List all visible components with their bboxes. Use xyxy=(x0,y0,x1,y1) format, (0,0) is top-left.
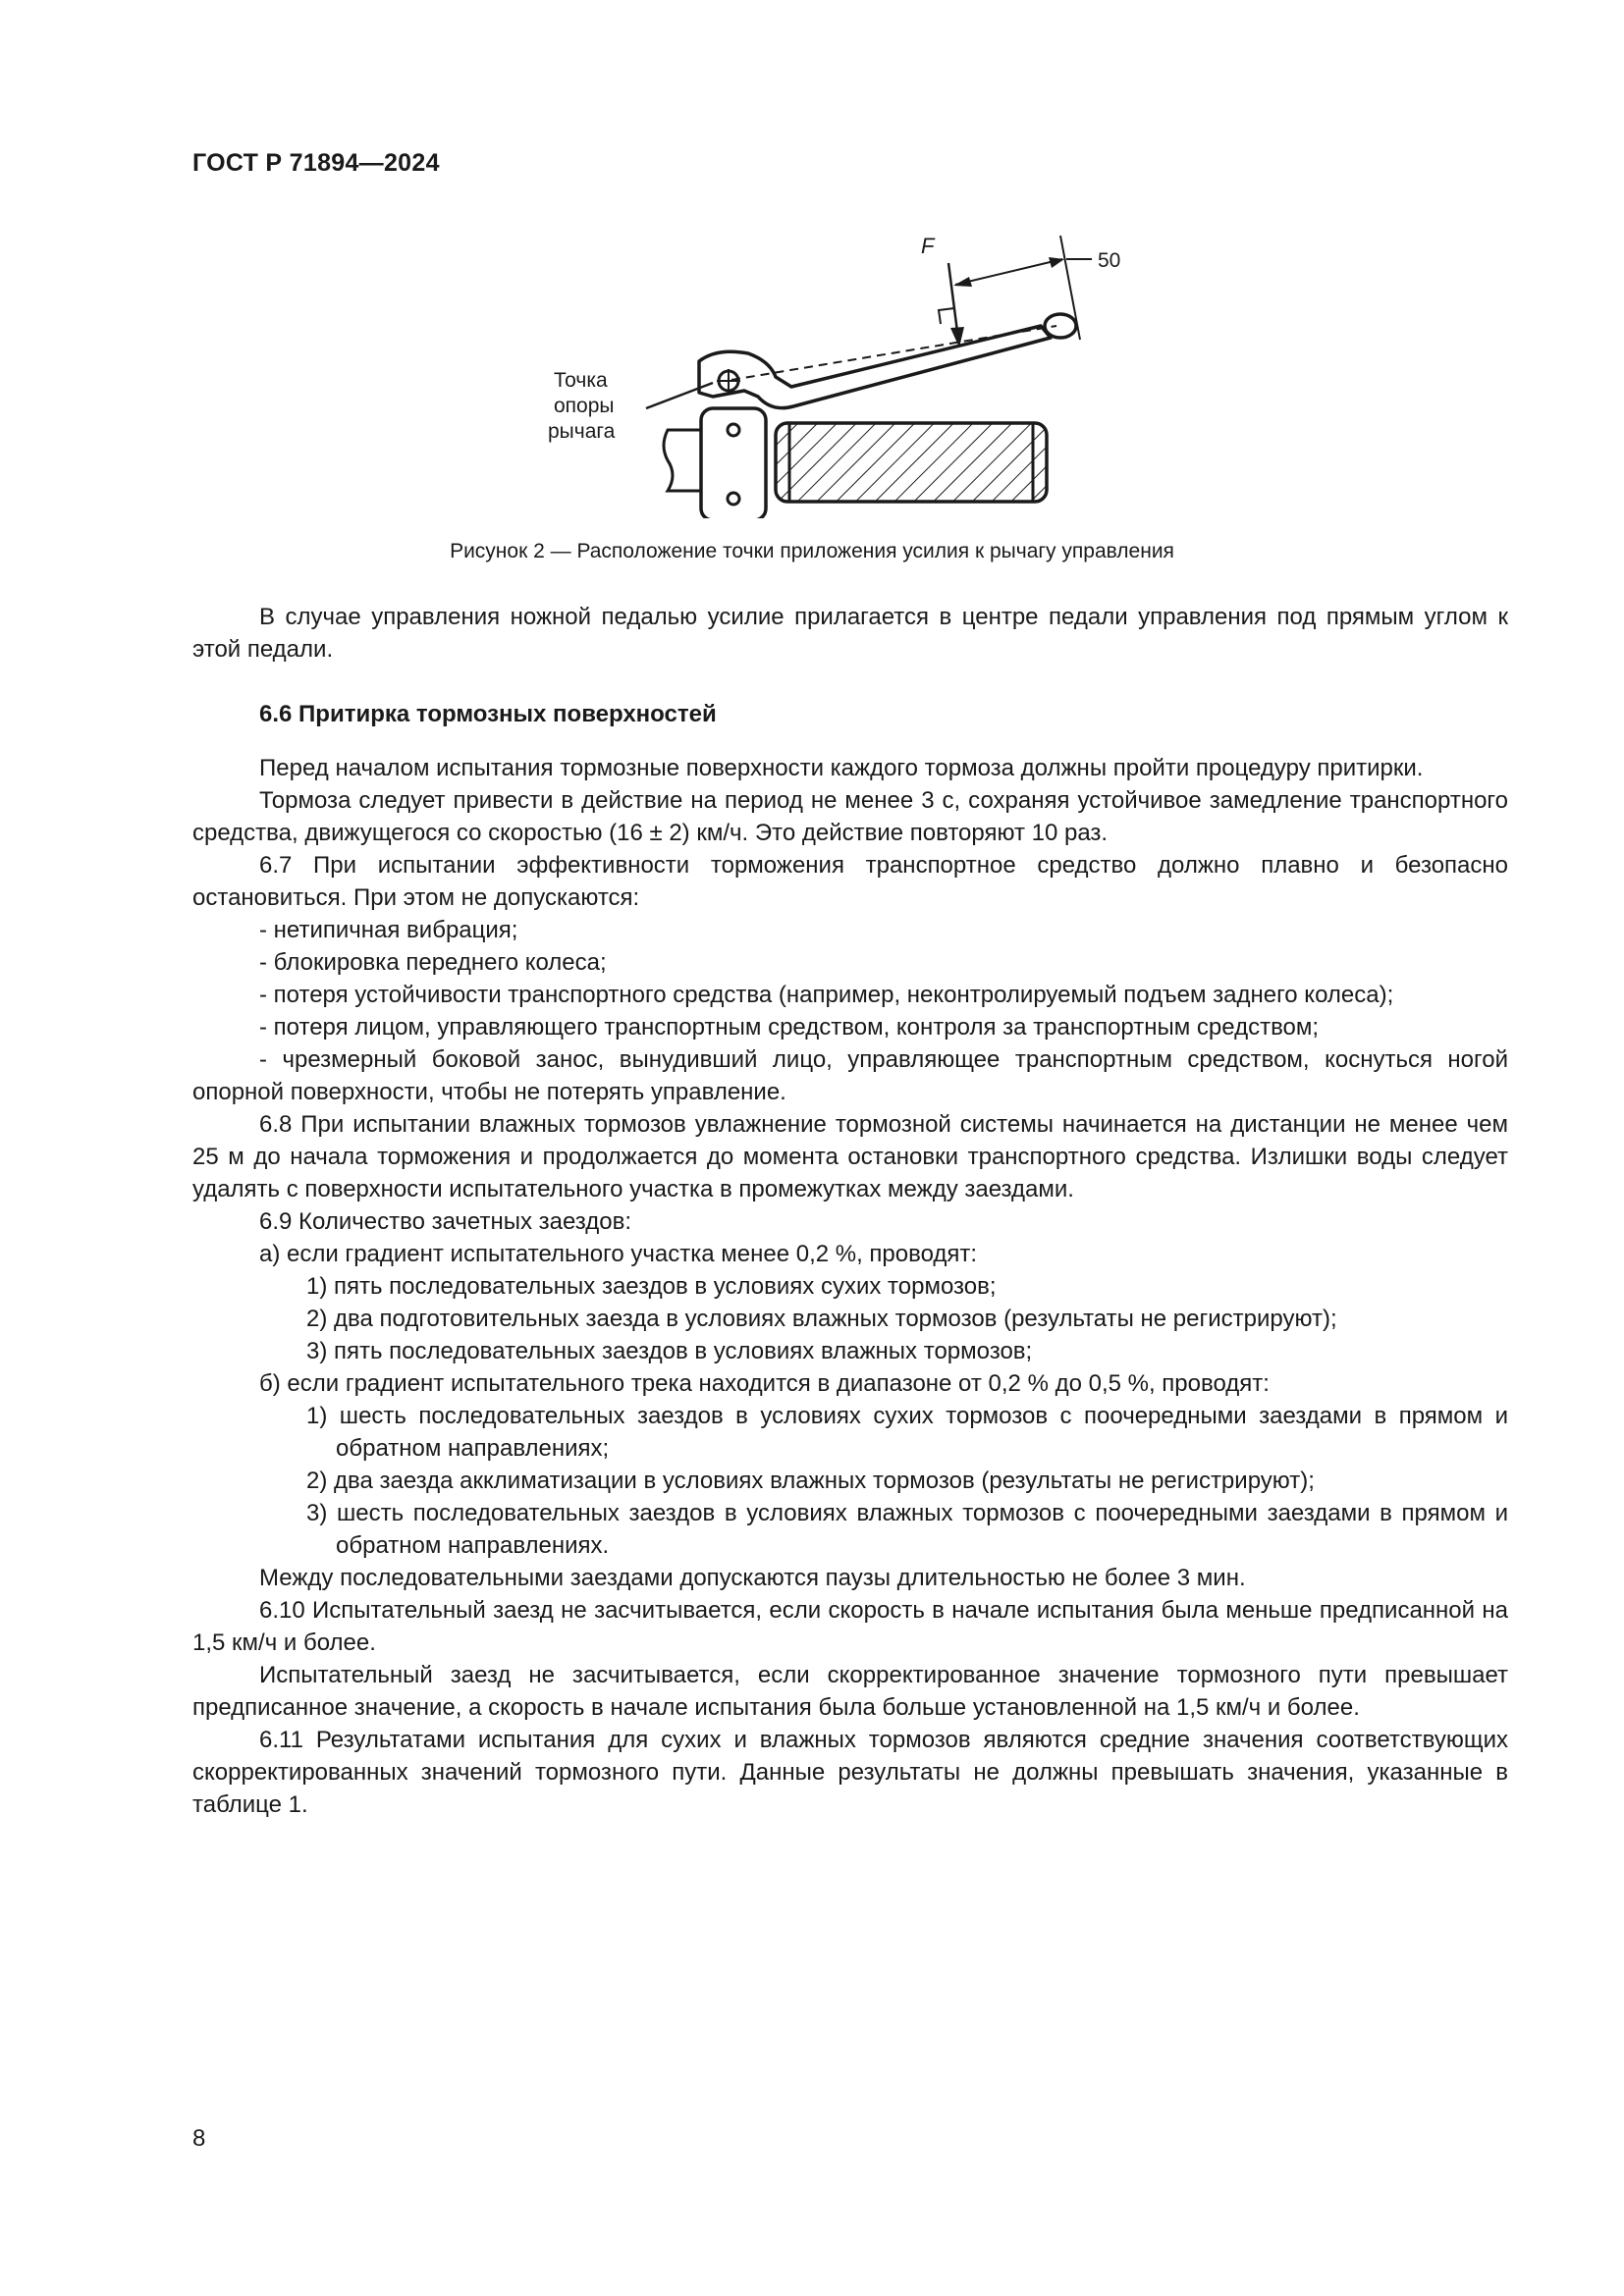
pivot-label-line3: рычага xyxy=(548,420,616,443)
list-item: а) если градиент испытательного участка менее 0,2 %, проводят: xyxy=(259,1241,978,1267)
list-subitem: 2) два подготовительных заезда в условиях влажных тормозов (результаты не регистрируют); xyxy=(306,1306,1337,1332)
pivot-leader xyxy=(646,383,713,408)
list-item: - чрезмерный боковой занос, вынудивший лицо, управляющее транспортным средством, коснуться ногой опорной поверхности, чтобы не потерять управление. xyxy=(192,1046,1508,1105)
list-item: - потеря лицом, управляющего транспортным средством, контроля за транспортным средством; xyxy=(259,1014,1320,1041)
list-item: б) если градиент испытательного трека находится в диапазоне от 0,2 % до 0,5 %, проводят: xyxy=(259,1370,1270,1397)
paragraph: Перед началом испытания тормозные поверхности каждого тормоза должны пройти процедуру притирки. xyxy=(259,755,1424,781)
pivot-label-line2: опоры xyxy=(554,395,615,417)
list-subitem: 1) пять последовательных заездов в условиях сухих тормозов; xyxy=(306,1273,997,1300)
paragraph: Между последовательными заездами допускаются паузы длительностью не более 3 мин. xyxy=(259,1565,1246,1591)
list-item: - блокировка переднего колеса; xyxy=(259,949,607,976)
paragraph: Испытательный заезд не засчитывается, если скорректированное значение тормозного пути превышает предписанное значение, а скорость в начале испытания была больше установленной на 1,5 км/ч и более. xyxy=(192,1662,1508,1721)
paragraph: 6.11 Результатами испытания для сухих и влажных тормозов являются средние значения соответствующих скорректированных значений тормозного пути. Данные результаты не должны превышать значения, указанные в таблице 1. xyxy=(192,1727,1508,1818)
paragraph: 6.10 Испытательный заезд не засчитывается, если скорость в начале испытания была меньше предписанной на 1,5 км/ч и более. xyxy=(192,1597,1508,1656)
section-heading: 6.6 Притирка тормозных поверхностей xyxy=(259,701,717,727)
list-item: - нетипичная вибрация; xyxy=(259,917,518,943)
paragraph: 6.7 При испытании эффективности торможения транспортное средство должно плавно и безопасно остановиться. При этом не допускаются: xyxy=(192,852,1508,911)
dimension-label: 50 xyxy=(1098,249,1121,272)
paragraph: Тормоза следует привести в действие на период не менее 3 с, сохраняя устойчивое замедление транспортного средства, движущегося со скоростью (16 ± 2) км/ч. Это действие повторяют 10 раз. xyxy=(192,787,1508,846)
list-subitem: 3) шесть последовательных заездов в условиях влажных тормозов с поочередными заездами в прямом и обратном направлениях. xyxy=(306,1500,1508,1559)
paragraph: 6.9 Количество зачетных заездов: xyxy=(259,1208,632,1235)
clamp-bolt-bottom xyxy=(728,493,739,505)
dimension-line xyxy=(955,259,1062,285)
page-number: 8 xyxy=(192,2125,206,2152)
brake-lever-figure xyxy=(530,224,1139,518)
paragraph: 6.8 При испытании влажных тормозов увлажнение тормозной системы начинается на дистанции не менее чем 25 м до начала торможения и продолжается до момента остановки транспортного средства. Излишки воды следует удалять с поверхности испытательного участка в промежутках между заездами. xyxy=(192,1111,1508,1202)
paragraph: В случае управления ножной педалью усилие прилагается в центре педали управления под прямым углом к этой педали. xyxy=(192,604,1508,663)
lever-ball-end xyxy=(1045,314,1076,338)
document-body xyxy=(192,601,1508,1821)
list-subitem: 3) пять последовательных заездов в условиях влажных тормозов; xyxy=(306,1338,1033,1364)
figure-caption: Рисунок 2 — Расположение точки приложения усилия к рычагу управления xyxy=(450,540,1174,562)
pivot-label-line1: Точка xyxy=(554,369,608,392)
force-arrow xyxy=(948,263,957,332)
handle-grip xyxy=(776,423,1047,502)
lever-diagram xyxy=(530,224,1139,518)
list-subitem: 1) шесть последовательных заездов в условиях сухих тормозов с поочередными заездами в прямом и обратном направлениях; xyxy=(306,1403,1508,1462)
clamp-bolt-top xyxy=(728,424,739,436)
document-header: ГОСТ Р 71894—2024 xyxy=(192,149,440,177)
list-subitem: 2) два заезда акклиматизации в условиях влажных тормозов (результаты не регистрируют); xyxy=(306,1468,1315,1494)
force-label: F xyxy=(921,234,935,258)
brake-lever xyxy=(699,326,1051,408)
list-item: - потеря устойчивости транспортного средства (например, неконтролируемый подъем заднего колеса); xyxy=(259,982,1394,1008)
